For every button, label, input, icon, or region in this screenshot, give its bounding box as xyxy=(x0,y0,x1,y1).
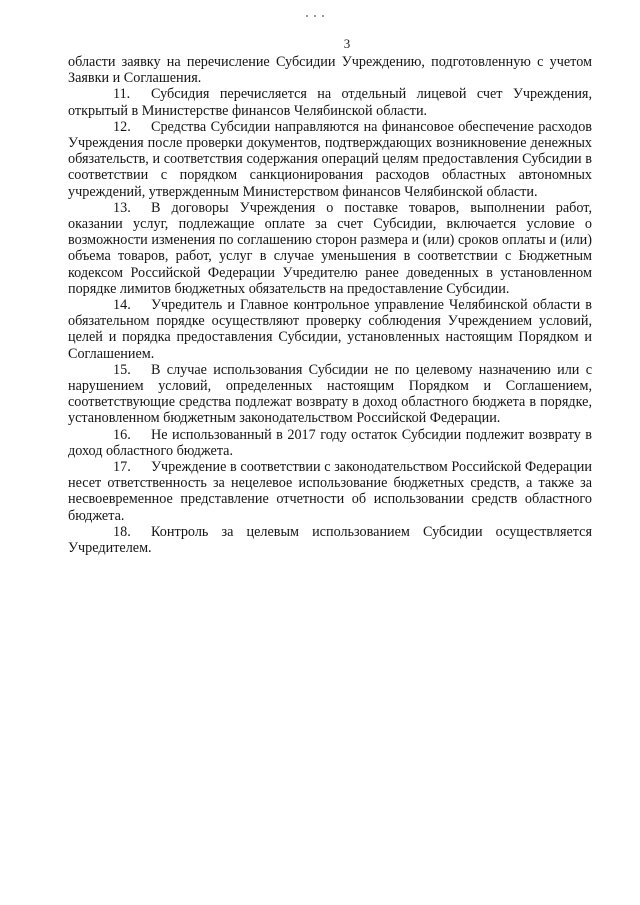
paragraph-text: В случае использования Субсидии не по целевому назначению или с нарушением условий, определенных настоящим Порядком и Соглашением, соответствующие средства подлежат возврату в доход областного бюджета в порядке, установленном бюджетным законодательством Российской Федерации. xyxy=(68,361,592,427)
paragraph-17 xyxy=(68,459,592,524)
item-number: 16. xyxy=(113,426,131,443)
paragraph-text: В договоры Учреждения о поставке товаров, выполнении работ, оказании услуг, подлежащие оплате за счет Субсидии, включается условие о возможности изменения по соглашению сторон размера и (или) сроков оплаты и (или) объема товаров, работ, услуг в случае уменьшения в соответствии с Бюджетным кодексом Российской Федерации Учредителю ранее доведенных в установленном порядке лимитов бюджетных обязательств на предоставление Субсидии. xyxy=(68,199,592,297)
paragraph-14 xyxy=(68,297,592,362)
scan-artifact-dots xyxy=(306,4,346,8)
paragraph-text: Субсидия перечисляется на отдельный лицевой счет Учреждения, открытый в Министерстве финансов Челябинской области. xyxy=(68,86,592,119)
item-number: 15. xyxy=(113,361,131,378)
item-number: 14. xyxy=(113,297,131,314)
paragraph-11 xyxy=(68,86,592,118)
page-number: 3 xyxy=(343,36,351,51)
paragraph-text: Контроль за целевым использованием Субсидии осуществляется Учредителем. xyxy=(68,523,592,557)
item-number: 13. xyxy=(113,199,131,216)
item-number: 12. xyxy=(113,118,131,135)
paragraph-text: Не использованный в 2017 году остаток Субсидии подлежит возврату в доход областного бюджета. xyxy=(68,426,592,459)
item-number: 18. xyxy=(113,523,131,540)
paragraph-15 xyxy=(68,362,592,427)
document-body xyxy=(68,54,592,556)
paragraph-13 xyxy=(68,200,592,297)
item-number: 17. xyxy=(113,459,131,476)
paragraph-text: Учредитель и Главное контрольное управление Челябинской области в обязательном порядке осуществляют проверку соблюдения Учреждением условий, целей и порядка предоставления Субсидии, установленных настоящим Порядком и Соглашением. xyxy=(68,297,592,362)
paragraph-text: области заявку на перечисление Субсидии Учреждению, подготовленную с учетом Заявки и Соглашения. xyxy=(68,54,592,87)
paragraph-continuation xyxy=(68,54,592,86)
paragraph-text: Учреждение в соответствии с законодательством Российской Федерации несет ответственность за нецелевое использование бюджетных средств, а также за несвоевременное представление отчетности об использовании средств областного бюджета. xyxy=(68,459,592,524)
paragraph-12 xyxy=(68,119,592,200)
paragraph-text: Средства Субсидии направляются на финансовое обеспечение расходов Учреждения после проверки документов, подтверждающих возникновение денежных обязательств, и соответствия содержания операций целям предоставления Субсидии в соответствии с порядком санкционирования расходов областных автономных учреждений, утвержденным Министерством финансов Челябинской области. xyxy=(68,118,592,200)
item-number: 11. xyxy=(113,86,131,103)
paragraph-18 xyxy=(68,524,592,556)
paragraph-16 xyxy=(68,427,592,459)
